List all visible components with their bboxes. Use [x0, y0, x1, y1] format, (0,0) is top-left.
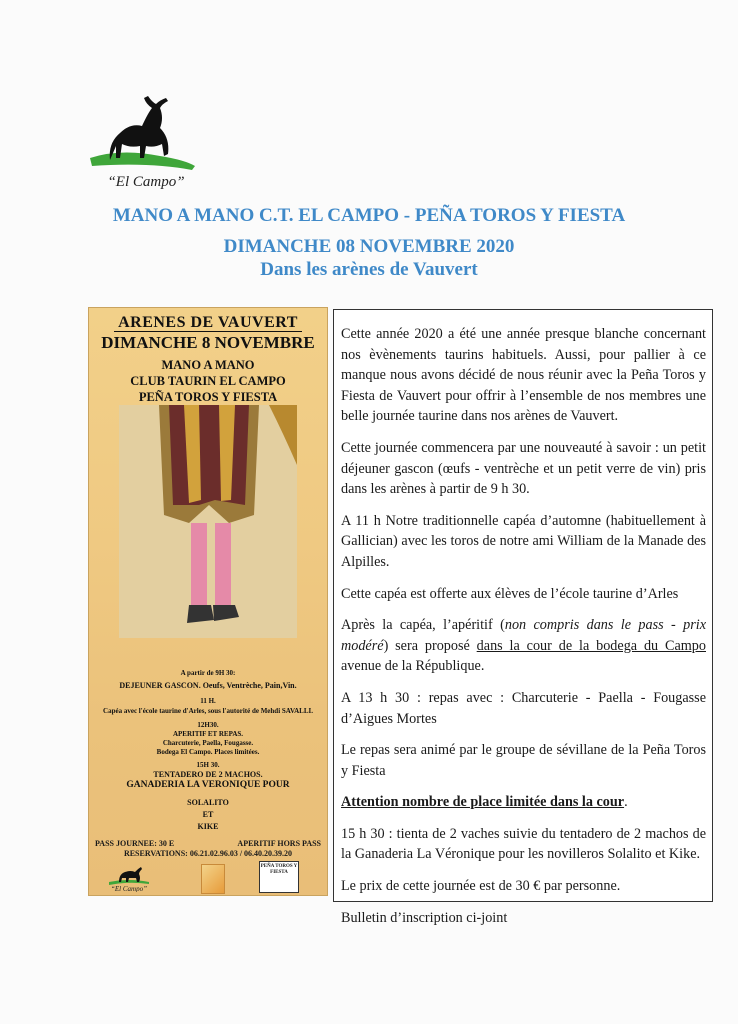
poster-date: DIMANCHE 8 NOVEMBRE [101, 333, 315, 352]
poster-pass: PASS JOURNEE: 30 E [95, 839, 175, 848]
poster-partir: A partir de 9H 30: [180, 669, 236, 677]
paragraph-intro: Cette année 2020 a été une année presque blanche concernant nos èvènements taurins habituels. Aussi, pour pallier à ce manque nous avons décidé de nous réunir avec la Peña Toros y Fiesta de Vauvert pour offrir à l’ensemble de nos membres une belle journée taurine dans nos arènes de Vauvert. [341, 326, 706, 425]
date-title: DIMANCHE 08 NOVEMBRE 2020 [223, 236, 515, 257]
poster-ganaderia: GANADERIA LA VERONIQUE POUR [126, 780, 290, 790]
paragraph-tienta: 15 h 30 : tienta de 2 vaches suivie du tentadero de 2 machos de la Ganaderia La Véronique pour les novilleros Solalito et Kike. [341, 825, 706, 863]
description-box [333, 309, 713, 926]
logo-caption: “El Campo” [107, 174, 185, 190]
poster-et: ET [202, 810, 214, 819]
poster-1530: 15H 30. [196, 761, 220, 769]
paragraph-capea: A 11 h Notre traditionnelle capéa d’automne (habituellement à Gallician) avec les toros de notre ami William de la Manade des Alpilles. [341, 512, 706, 570]
paragraph-breakfast: Cette journée commencera par une nouveauté à savoir : un petit déjeuner gascon (œufs - ventrèche et un petit verre de vin) pris dans les arènes à partir de 9 h 30. [341, 439, 706, 498]
poster-arenes: ARENES DE VAUVERT [89, 314, 327, 332]
poster-capea: Capéa avec l'école taurine d'Arles, sous l'autorité de Mehdi SAVALLI. [103, 707, 313, 715]
paragraph-lunch: A 13 h 30 : repas avec : Charcuterie - Paella - Fougasse d’Aigues Mortes [341, 689, 706, 727]
fan-icon [201, 864, 225, 894]
paragraph-school: Cette capéa est offerte aux élèves de l’école taurine d’Arles [341, 585, 679, 602]
torero-photo [119, 405, 297, 638]
poster-1230: 12H30. [197, 721, 219, 729]
main-title: MANO A MANO C.T. EL CAMPO - PEÑA TOROS Y FIESTA [112, 205, 626, 226]
poster-pena: PEÑA TOROS Y FIESTA [138, 390, 278, 404]
paragraph-warning: Attention nombre de place limitée dans la cour. [341, 794, 628, 811]
mini-bull-logo-icon [105, 864, 153, 892]
mini-pena-logo: PEÑA TOROS Y FIESTA [259, 861, 299, 893]
event-poster [88, 307, 328, 896]
poster-reservations: RESERVATIONS: 06.21.02.96.03 / 06.40.20.39.20 [123, 849, 293, 858]
paragraph-bulletin: Bulletin d’inscription ci-joint [341, 909, 508, 926]
poster-aperitif: APERITIF ET REPAS. [172, 730, 244, 738]
poster-tentadero: TENTADERO DE 2 MACHOS. [153, 770, 263, 779]
paragraph-sevillane: Le repas sera animé par le groupe de sévillane de la Peña Toros y Fiesta [341, 742, 706, 779]
poster-mano: MANO A MANO [161, 358, 255, 372]
poster-solalito: SOLALITO [187, 798, 229, 807]
poster-dejeuner: DEJEUNER GASCON. Oeufs, Ventrèche, Pain,Vin. [119, 681, 297, 690]
poster-club: CLUB TAURIN EL CAMPO [130, 374, 286, 388]
poster-11h: 11 H. [200, 697, 216, 705]
venue-title: Dans les arènes de Vauvert [260, 259, 478, 280]
poster-kike: KIKE [197, 822, 219, 831]
poster-bodega: Bodega El Campo. Places limitées. [156, 748, 260, 756]
paragraph-aperitif: Après la capéa, l’apéritif (non compris dans le pass - prix modéré) sera proposé dans la cour de la bodega du Campo avenue de la République. [341, 617, 706, 675]
poster-menu: Charcuterie, Paella, Fougasse. [162, 739, 254, 747]
mini-logo-caption: “El Campo” [111, 885, 147, 892]
paragraph-price: Le prix de cette journée est de 30 € par personne. [341, 878, 621, 895]
poster-aperitif-hors: APERITIF HORS PASS [237, 839, 321, 848]
